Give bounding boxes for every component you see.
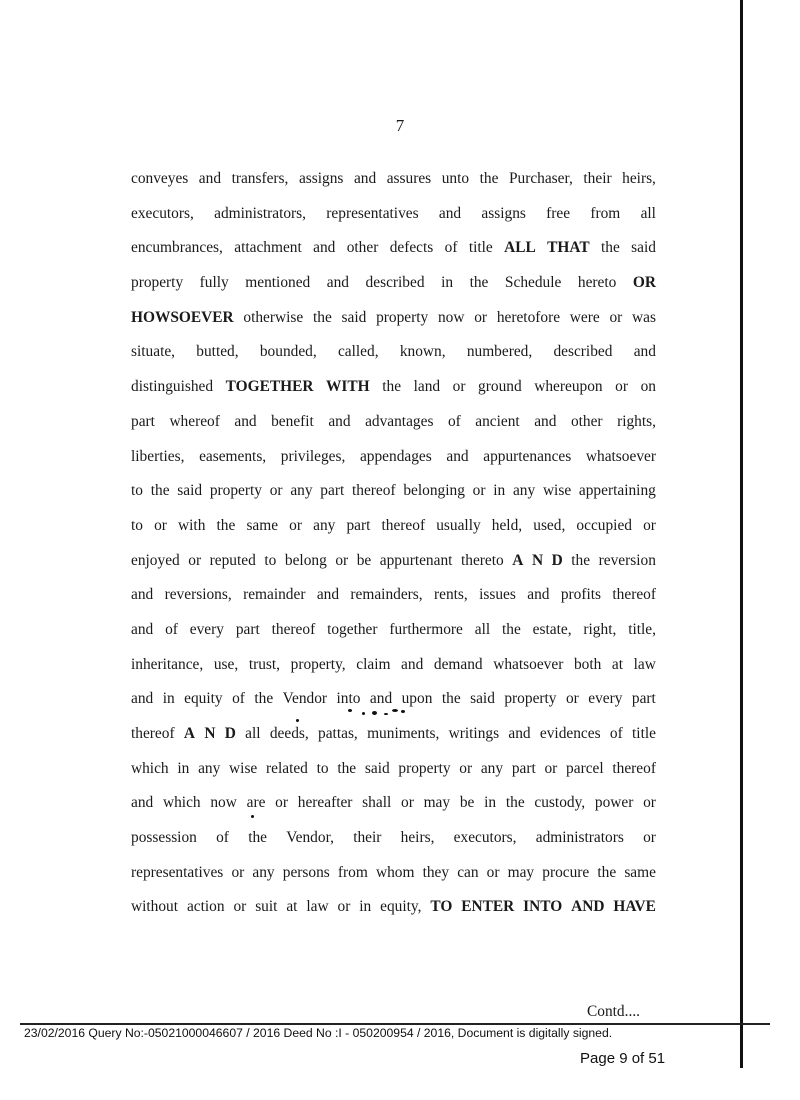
word: the (312, 308, 332, 326)
word: the (505, 794, 525, 812)
word: said (470, 690, 495, 708)
word: said (364, 759, 390, 777)
word: benefit (271, 412, 314, 430)
bold-term: THAT (547, 239, 590, 257)
word: property (398, 759, 451, 777)
word: the (216, 516, 236, 534)
word: of (232, 690, 245, 708)
word: occupied (576, 516, 632, 534)
ink-smudge (384, 713, 388, 715)
word: the (597, 863, 617, 881)
word: their (353, 829, 382, 847)
word: in (493, 482, 506, 500)
word: in (441, 274, 454, 292)
word: executors, (131, 204, 194, 222)
word: title, (628, 620, 656, 638)
word: and (633, 343, 656, 361)
registration-footer: 23/02/2016 Query No:-05021000046607 / 2016 Deed No :I - 050200954 / 2016, Document is digitally signed. (24, 1026, 613, 1040)
word: heirs, (622, 170, 656, 187)
word: part (235, 620, 260, 638)
word: part (346, 516, 371, 534)
word: which (131, 759, 169, 777)
word: or (643, 516, 656, 534)
word: property (376, 308, 429, 326)
word: the (150, 482, 170, 500)
text-line (131, 758, 656, 793)
word: and (234, 412, 257, 430)
word: of (165, 620, 178, 638)
word: distinguished (131, 378, 214, 396)
text-line (131, 688, 656, 723)
word: or (335, 551, 349, 569)
word: and (353, 170, 377, 187)
bold-term: N (531, 551, 544, 569)
word: possession (131, 829, 197, 847)
word: whereupon (534, 378, 603, 396)
word: fully (199, 274, 229, 292)
word: can (457, 863, 479, 881)
word: whereof (169, 412, 220, 430)
text-line (131, 341, 656, 376)
bold-term: HOWSOEVER (131, 308, 234, 326)
word: all (640, 204, 656, 222)
ink-smudge (251, 815, 254, 818)
word: or (643, 829, 656, 847)
word: or (544, 759, 558, 777)
word: land (413, 378, 441, 396)
word: of (447, 412, 461, 430)
word: or (233, 898, 247, 916)
ink-smudge (296, 719, 299, 722)
word: to (131, 516, 143, 534)
word: thereto (460, 551, 504, 569)
word: privileges, (280, 447, 346, 465)
word: or (275, 794, 288, 812)
word: all (474, 620, 491, 638)
word: title (632, 725, 656, 742)
word: hereto (577, 274, 617, 292)
word: procure (542, 863, 590, 881)
word: all (245, 725, 261, 742)
word: thereof (612, 759, 656, 777)
word: bounded, (259, 343, 317, 361)
text-line (131, 203, 656, 238)
word: part (631, 690, 656, 708)
word: or (231, 863, 245, 881)
text-line (131, 827, 656, 862)
document-body (131, 168, 656, 931)
word: reversions, (164, 586, 232, 604)
word: to (264, 551, 277, 569)
word: wise (542, 482, 572, 500)
text-line (131, 376, 656, 411)
word: whatsoever (493, 655, 564, 673)
word: and (316, 586, 340, 604)
word: or (615, 378, 628, 396)
word: trust, (248, 655, 281, 673)
word: and (508, 725, 531, 742)
word: and (401, 655, 424, 673)
word: which (162, 794, 201, 812)
word: whom (375, 863, 415, 881)
continued-marker: Contd.... (587, 1003, 641, 1020)
word: evidences (539, 725, 601, 742)
word: administrators (535, 829, 624, 847)
word: or (474, 308, 488, 326)
word: title (468, 239, 493, 257)
word: and (527, 586, 550, 604)
word: and (328, 412, 351, 430)
word: wise (229, 759, 258, 777)
word: of (444, 239, 458, 257)
word: in (484, 794, 497, 812)
word: advantages (365, 412, 434, 430)
text-line (131, 723, 656, 758)
text-line (131, 307, 656, 342)
word: rents, (433, 586, 468, 604)
word: or (472, 482, 486, 500)
word: with (178, 516, 206, 534)
word: the (600, 239, 620, 257)
ink-smudge (362, 712, 365, 715)
bold-term: AND (571, 898, 605, 916)
word: or (269, 482, 283, 500)
bold-term: ALL (504, 239, 536, 257)
word: said (341, 308, 367, 326)
text-line (131, 237, 656, 272)
word: pattas, (318, 725, 358, 742)
word: related (266, 759, 308, 777)
word: or (188, 551, 202, 569)
word: demand (433, 655, 483, 673)
word: and (131, 620, 154, 638)
text-line (131, 792, 656, 827)
word: encumbrances, (131, 239, 223, 257)
word: thereof (351, 482, 396, 500)
word: numbered, (466, 343, 533, 361)
word: equity (184, 690, 223, 708)
word: may (507, 863, 535, 881)
word: representatives (326, 204, 419, 222)
word: in (162, 690, 175, 708)
word: appendages (359, 447, 432, 465)
ink-smudge (392, 709, 398, 712)
word: free (546, 204, 571, 222)
word: and (131, 586, 154, 604)
text-line (131, 446, 656, 481)
word: in (177, 759, 190, 777)
word: both (573, 655, 602, 673)
word: defects (389, 239, 434, 257)
word: ancient (475, 412, 520, 430)
word: remainder (243, 586, 306, 604)
word: Vendor, (286, 829, 334, 847)
word: of (609, 725, 623, 742)
word: to (316, 759, 329, 777)
word: same (624, 863, 656, 881)
word: Purchaser, (508, 170, 573, 187)
word: the (469, 274, 489, 292)
word: liberties, (131, 447, 185, 465)
word: administrators, (214, 204, 307, 222)
word: same (246, 516, 279, 534)
word: claim (356, 655, 391, 673)
word: appurtenant (379, 551, 453, 569)
word: hereafter (297, 794, 353, 812)
word: reputed (209, 551, 256, 569)
word: be (459, 794, 475, 812)
word: mentioned (245, 274, 311, 292)
text-line (131, 550, 656, 585)
word: into (336, 690, 361, 708)
word: part (511, 759, 536, 777)
word: unto (441, 170, 470, 187)
word: belong (284, 551, 327, 569)
word: power (594, 794, 634, 812)
word: of (216, 829, 229, 847)
bold-term: A (512, 551, 524, 569)
word: said (631, 239, 656, 257)
page-indicator: Page 9 of 51 (580, 1050, 666, 1067)
word: to (131, 482, 143, 500)
word: they (422, 863, 450, 881)
word: suit (255, 898, 278, 916)
word: remainders, (350, 586, 423, 604)
word: action (186, 898, 225, 916)
word: butted, (196, 343, 239, 361)
word: other (346, 239, 379, 257)
word: or (154, 516, 167, 534)
word: thereof (271, 620, 316, 638)
bold-term: TOGETHER (225, 378, 314, 396)
word: thereof (612, 586, 656, 604)
word: Vendor (282, 690, 328, 708)
word: deeds, (269, 725, 309, 742)
text-line (131, 862, 656, 897)
word: described (553, 343, 613, 361)
word: thereof (381, 516, 426, 534)
word: furthermore (389, 620, 463, 638)
word: ground (478, 378, 522, 396)
word: in (359, 898, 372, 916)
text-line (131, 896, 656, 931)
word: any (480, 759, 504, 777)
word: used, (533, 516, 566, 534)
word: or (459, 759, 473, 777)
footer-divider (20, 1023, 770, 1025)
word: muniments, (367, 725, 440, 742)
ink-smudge (348, 709, 352, 712)
word: held, (491, 516, 523, 534)
word: called, (337, 343, 379, 361)
bold-term: A (183, 725, 196, 742)
word: be (356, 551, 372, 569)
word: may (423, 794, 451, 812)
word: and (446, 447, 469, 465)
bold-term: TO (430, 898, 453, 916)
text-line (131, 272, 656, 307)
word: any (198, 759, 221, 777)
word: part (131, 412, 155, 430)
word: or (452, 378, 466, 396)
text-line (131, 619, 656, 654)
word: and (198, 170, 222, 187)
word: thereof (131, 725, 175, 742)
word: described (365, 274, 425, 292)
word: were (569, 308, 600, 326)
word: assigns (298, 170, 344, 187)
word: on (640, 378, 656, 396)
word: from (590, 204, 621, 222)
word: assigns (481, 204, 526, 222)
word: usually (436, 516, 481, 534)
word: issues (479, 586, 516, 604)
word: the (248, 829, 267, 847)
word: now (437, 308, 465, 326)
word: every (588, 690, 623, 708)
bold-term: D (551, 551, 563, 569)
word: law (633, 655, 656, 673)
word: at (286, 898, 298, 916)
word: the (337, 759, 357, 777)
word: together (327, 620, 378, 638)
word: and (326, 274, 350, 292)
bold-term: OR (632, 274, 656, 292)
word: custody, (534, 794, 586, 812)
word: profits (560, 586, 602, 604)
bold-term: HAVE (613, 898, 656, 916)
word: parcel (566, 759, 604, 777)
word: writings (448, 725, 500, 742)
word: now (210, 794, 237, 812)
word: law (306, 898, 329, 916)
word: the (254, 690, 274, 708)
word: heretofore (496, 308, 561, 326)
word: from (337, 863, 368, 881)
word: and (131, 794, 154, 812)
word: transfers, (231, 170, 289, 187)
word: rights, (617, 412, 656, 430)
word: any (252, 863, 275, 881)
word: shall (362, 794, 392, 812)
text-line (131, 515, 656, 550)
word: or (486, 863, 500, 881)
word: the (571, 551, 591, 569)
bold-term: WITH (326, 378, 370, 396)
word: executors, (453, 829, 517, 847)
word: or (289, 516, 302, 534)
word: the (441, 690, 461, 708)
word: conveyes (131, 170, 189, 187)
word: part (320, 482, 345, 500)
word: appertaining (578, 482, 656, 500)
word: use, (213, 655, 239, 673)
word: the (479, 170, 499, 187)
word: property (504, 690, 557, 708)
word: their (583, 170, 612, 187)
word: enjoyed (131, 551, 180, 569)
bold-term: INTO (523, 898, 563, 916)
word: belonging (403, 482, 465, 500)
word: the (501, 620, 521, 638)
word: are (246, 794, 266, 812)
word: property (209, 482, 262, 500)
margin-bar (740, 0, 743, 1068)
word: said (177, 482, 203, 500)
word: was (632, 308, 656, 326)
word: any (512, 482, 536, 500)
page-number: 7 (395, 116, 405, 135)
word: assures (386, 170, 432, 187)
text-line (131, 411, 656, 446)
word: Schedule (504, 274, 562, 292)
word: property, (290, 655, 346, 673)
word: or (643, 794, 656, 812)
word: persons (282, 863, 330, 881)
word: and (438, 204, 462, 222)
word: heirs, (400, 829, 435, 847)
word: easements, (199, 447, 267, 465)
word: otherwise (243, 308, 304, 326)
word: and (131, 690, 154, 708)
word: other (570, 412, 603, 430)
word: property (131, 274, 184, 292)
text-line (131, 654, 656, 689)
text-line (131, 480, 656, 515)
word: reversion (598, 551, 656, 569)
word: any (290, 482, 313, 500)
word: the (382, 378, 402, 396)
word: at (611, 655, 624, 673)
text-line (131, 584, 656, 619)
word: inheritance, (131, 655, 204, 673)
word: upon (401, 690, 433, 708)
word: appurtenances (483, 447, 572, 465)
text-line (131, 168, 656, 203)
word: right, (583, 620, 617, 638)
word: whatsoever (585, 447, 656, 465)
ink-smudge (372, 711, 377, 715)
word: and (534, 412, 557, 430)
word: attachment (234, 239, 302, 257)
word: equity, (380, 898, 422, 916)
word: or (609, 308, 623, 326)
word: known, (399, 343, 446, 361)
bold-term: N (204, 725, 216, 742)
word: estate, (532, 620, 572, 638)
bold-term: D (224, 725, 236, 742)
bold-term: ENTER (461, 898, 515, 916)
word: and (369, 690, 393, 708)
word: representatives (131, 863, 224, 881)
word: situate, (131, 343, 176, 361)
word: any (313, 516, 336, 534)
word: every (189, 620, 224, 638)
ink-smudge (401, 710, 405, 713)
word: or (565, 690, 579, 708)
word: and (313, 239, 336, 257)
word: or (337, 898, 351, 916)
word: without (131, 898, 179, 916)
word: or (401, 794, 414, 812)
